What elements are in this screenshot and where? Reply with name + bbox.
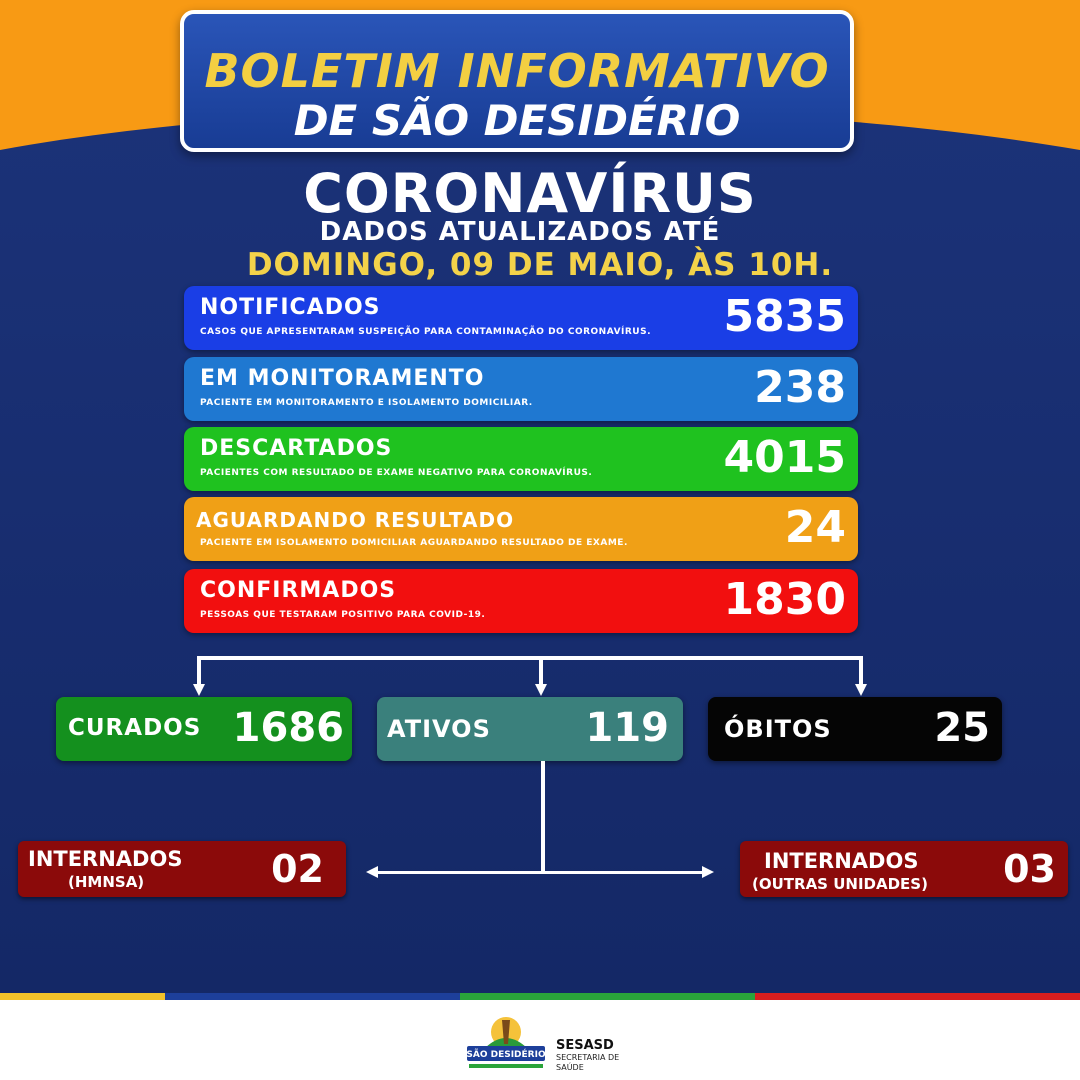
connector-center	[539, 656, 543, 684]
outcome-obitos	[708, 697, 1002, 761]
internados-label: INTERNADOS	[28, 847, 183, 871]
arrow-right-icon	[702, 866, 714, 878]
stat-aguardando-resultado	[184, 497, 858, 561]
updated-date: DOMINGO, 09 DE MAIO, ÀS 10H.	[246, 247, 834, 283]
connector-hospital	[378, 871, 704, 874]
title-line-2: DE SÃO DESIDÉRIO	[293, 96, 741, 145]
stat-label: CONFIRMADOS	[200, 578, 397, 603]
connector-left	[197, 656, 201, 684]
outcome-curados	[56, 697, 352, 761]
arrow-down-icon	[193, 684, 205, 696]
internados-value: 02	[271, 847, 324, 891]
connector-vertical	[541, 761, 545, 873]
stat-value: 1830	[723, 574, 846, 625]
arrow-down-icon	[855, 684, 867, 696]
connector-right	[859, 656, 863, 684]
stat-description: CASOS QUE APRESENTARAM SUSPEIÇÃO PARA CONTAMINAÇÃO DO CORONAVÍRUS.	[200, 327, 652, 337]
stat-em-monitoramento	[184, 357, 858, 421]
sao-desiderio-logo	[463, 1010, 549, 1072]
stat-notificados	[184, 286, 858, 350]
stat-value: 24	[784, 502, 846, 553]
stat-value: 4015	[723, 432, 846, 483]
stat-value: 5835	[723, 291, 846, 342]
stat-description: PACIENTE EM ISOLAMENTO DOMICILIAR AGUARDANDO RESULTADO DE EXAME.	[200, 538, 628, 548]
arrow-left-icon	[366, 866, 378, 878]
stat-descartados	[184, 427, 858, 491]
footer-stripe-yellow	[0, 993, 165, 1000]
outcome-ativos	[377, 697, 683, 761]
internados-outras	[740, 841, 1068, 897]
stat-label: AGUARDANDO RESULTADO	[196, 508, 515, 532]
footer-stripe-red	[755, 993, 1080, 1000]
internados-value: 03	[1003, 847, 1056, 891]
arrow-down-icon	[535, 684, 547, 696]
stat-label: EM MONITORAMENTO	[200, 366, 485, 391]
stat-description: PACIENTE EM MONITORAMENTO E ISOLAMENTO DOMICILIAR.	[200, 398, 533, 408]
headline: CORONAVÍRUS	[303, 162, 757, 225]
stat-label: NOTIFICADOS	[200, 295, 381, 320]
org-subtitle: SECRETARIA DE SAÚDE	[556, 1053, 620, 1072]
footer-stripe-blue	[165, 993, 460, 1000]
stat-value: 238	[754, 362, 846, 413]
stat-description: PACIENTES COM RESULTADO DE EXAME NEGATIVO PARA CORONAVÍRUS.	[200, 468, 593, 478]
connector-horizontal	[197, 656, 863, 660]
outcome-value: 119	[585, 705, 669, 751]
internados-hmnsa	[18, 841, 346, 897]
outcome-label: CURADOS	[68, 715, 202, 741]
title-banner	[180, 10, 854, 152]
outcome-value: 25	[934, 705, 990, 751]
internados-label: INTERNADOS	[764, 849, 919, 873]
outcome-label: ÓBITOS	[724, 715, 832, 743]
internados-sublabel: (HMNSA)	[68, 873, 145, 891]
outcome-value: 1686	[232, 705, 344, 751]
stat-description: PESSOAS QUE TESTARAM POSITIVO PARA COVID-19.	[200, 610, 486, 620]
outcome-label: ATIVOS	[387, 715, 491, 743]
title-line-1: BOLETIM INFORMATIVO	[204, 44, 830, 98]
svg-text:SÃO DESIDÉRIO: SÃO DESIDÉRIO	[466, 1050, 546, 1060]
org-name: SESASD	[556, 1038, 614, 1053]
updated-label: DADOS ATUALIZADOS ATÉ	[319, 217, 721, 247]
internados-sublabel: (OUTRAS UNIDADES)	[752, 875, 928, 893]
footer-stripe-green	[460, 993, 755, 1000]
stat-label: DESCARTADOS	[200, 436, 393, 461]
stat-confirmados	[184, 569, 858, 633]
